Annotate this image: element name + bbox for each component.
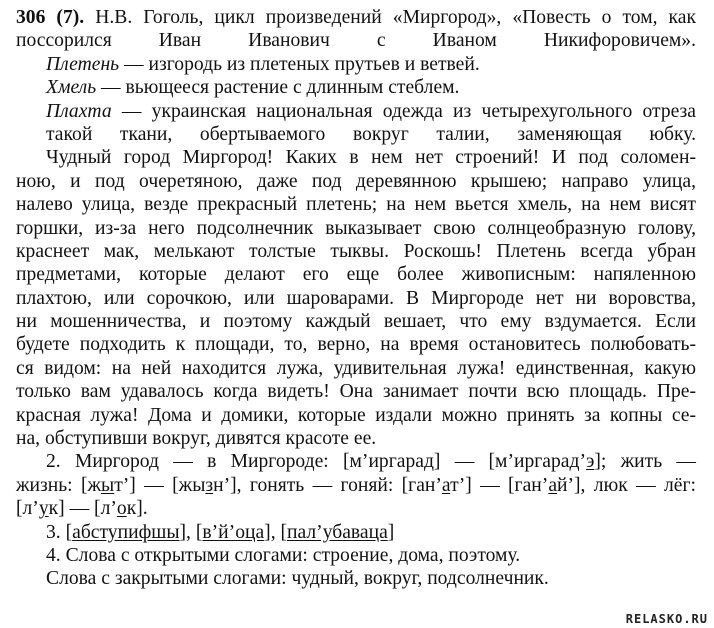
exercise-page [16, 6, 696, 591]
answer-3: 3. [абступифшы], [в’й’оца], [пал’убаваца] [46, 521, 395, 543]
glossary-definition: — украинская национальная одежда из четырехугольного отреза такой ткани, обертываемого вокруг талии, заменяющая юбку. [46, 100, 696, 145]
passage-line: ною, и под очеретяною, даже под деревянною крышею; направо улица, [16, 170, 696, 192]
answer-2-line-2: жизнь: [жыт’] — [жызн’], гонять — гоняй: [ган’ат’] — [ган’ай’], люк — лёг: [16, 474, 696, 496]
glossary-term: Плетень [46, 53, 120, 75]
glossary-term: Хмель [46, 77, 97, 99]
task-number: 306 (7). [16, 7, 85, 28]
passage-line: ни мошенничества, и поэтому каждый вешает, что ему вздумается. Если [16, 311, 696, 333]
answer-4-closed-syllables: Слова с закрытыми слогами: чудный, вокруг, подсолнечник. [46, 568, 549, 590]
passage-line: красная лужа! Дома и домики, которые издали можно принять за копны се- [16, 404, 696, 426]
passage-line: налево улица, везде прекрасный плетень; на нем вьется хмель, на нем висят [16, 194, 696, 216]
answer-2-line-3: [л’ук] — [л’ок]. [16, 498, 148, 520]
passage-line: на, обступивши вокруг, дивятся красоте ее. [16, 428, 377, 450]
task-source: Н.В. Гоголь, цикл произведений «Миргород», «Повесть о том, как поссорился Иван Иванович с Иваном Никифоровичем». [16, 7, 696, 52]
passage [16, 146, 696, 450]
glossary-definition: — вьющееся растение с длинным стеблем. [96, 77, 460, 99]
passage-line: только вам удавалось когда видеть! Она занимает почти всю площадь. Пре- [16, 381, 696, 403]
glossary-item [16, 53, 696, 76]
passage-line: краснеет мак, мелькают толстые тыквы. Роскошь! Плетень всегда убран [16, 240, 696, 262]
passage-line: будете подходить к площади, то, верно, на время остановитесь полюбовать- [16, 334, 696, 356]
glossary-item [16, 76, 696, 99]
task-header [16, 6, 696, 52]
glossary-item [16, 100, 696, 147]
passage-line: плахтою, или сорочкою, или шароварами. В Миргороде нет ни воровства, [16, 287, 696, 309]
passage-line: Чудный город Миргород! Каких в нем нет строений! И под соломен- [46, 147, 696, 169]
site-watermark: RELASKO.RU [625, 612, 708, 626]
answer-2-line-1: 2. Миргород — в Миргороде: [м’иргарад] — [м’иргарад’э]; жить — [46, 451, 696, 473]
passage-line: горшки, из-за него подсолнечник выказывает свою солнцеобразную голову, [16, 217, 696, 239]
passage-line: ся видом: на ней находится лужа, удивительная лужа! единственная, какую [16, 357, 696, 379]
glossary-term: Плахта [46, 100, 112, 122]
glossary-definition: — изгородь из плетеных прутьев и ветвей. [119, 53, 480, 75]
answer-4-open-syllables: 4. Слова с открытыми слогами: строение, дома, поэтому. [46, 545, 521, 566]
passage-line: предметами, которые делают его еще более живописным: напяленною [16, 264, 696, 286]
